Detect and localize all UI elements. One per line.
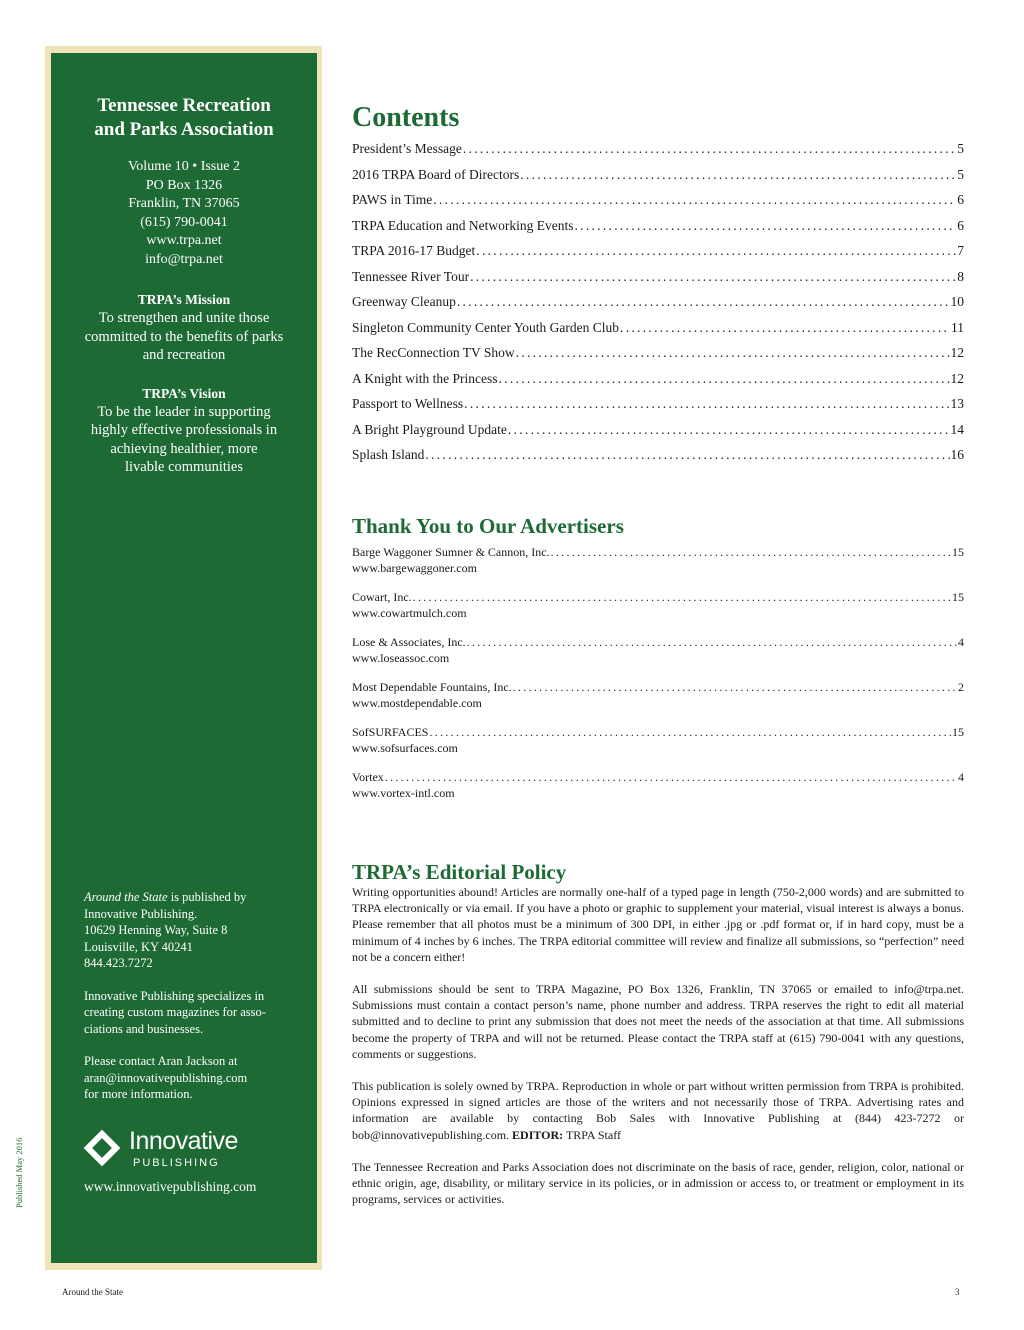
advertiser-name: Vortex	[352, 770, 384, 784]
footer-magazine-name: Around the State	[62, 1287, 123, 1297]
advertiser-entry	[352, 589, 964, 634]
toc-entry-title: TRPA 2016-17 Budget	[352, 243, 476, 258]
advertisers-heading: Thank You to Our Advertisers	[352, 514, 624, 538]
advertiser-row	[352, 679, 964, 695]
policy-paragraph: All submissions should be sent to TRPA Magazine, PO Box 1326, Franklin, TN 37065 or emailed to info@trpa.net. Submissions must contain a contact person’s name, phone number and address. TRPA reserves the right to edit all material submitted and to decline to print any submission that does not meet the needs of the association at that time. All submissions become the property of TRPA and will not be returned. Please contact the TRPA staff at (615) 790-0041 with any questions, comments or suggestions.	[352, 982, 964, 1061]
advertiser-row	[352, 544, 964, 560]
toc-entry[interactable]	[352, 371, 964, 397]
editorial-policy	[352, 884, 964, 1223]
toc-entry-page: 6	[957, 192, 964, 207]
toc-entry-title: A Bright Playground Update	[352, 421, 507, 437]
toc-entry[interactable]	[352, 167, 964, 193]
toc-entry-title: TRPA Education and Networking Events	[352, 217, 574, 233]
email-link[interactable]: info@trpa.net	[145, 251, 223, 267]
advertiser-name: Most Dependable Fountains, Inc.	[352, 680, 512, 694]
policy-heading: TRPA’s Editorial Policy	[352, 860, 567, 884]
advertiser-page: 15	[952, 725, 964, 739]
toc-entry-title: Singleton Community Center Youth Garden Club	[352, 319, 620, 335]
toc-entry[interactable]	[352, 218, 964, 244]
toc-entry-page: 11	[951, 319, 964, 335]
mission-heading: TRPA’s Mission	[137, 292, 231, 307]
toc-entry[interactable]	[352, 447, 964, 473]
dot-leader	[513, 679, 957, 695]
dot-leader	[516, 345, 950, 361]
dot-leader	[520, 167, 956, 183]
advertiser-row	[352, 634, 964, 650]
innovative-publishing-logo	[83, 1127, 243, 1171]
advertiser-row	[352, 589, 964, 605]
magazine-name: Around the State	[84, 890, 168, 904]
mission-text: To strengthen and unite those committed to the benefits of parks and recreation	[84, 310, 284, 363]
toc-entry-page: 5	[957, 141, 964, 156]
advertiser-page: 4	[958, 770, 964, 784]
publisher-website-link[interactable]: www.innovativepublishing.com	[84, 1179, 257, 1194]
toc-entry[interactable]	[352, 141, 964, 167]
dot-leader	[433, 192, 956, 208]
dot-leader	[429, 724, 951, 740]
contents-heading: Contents	[352, 102, 460, 133]
toc-entry-title: Splash Island	[352, 447, 425, 462]
published-date-note: Published May 2016	[14, 1137, 24, 1208]
phone: (615) 790-0041	[140, 214, 228, 230]
advertiser-page: 2	[958, 680, 964, 694]
toc-entry-title: A Knight with the Princess	[352, 370, 498, 386]
toc-entry-page: 13	[950, 396, 964, 411]
editor-label: EDITOR:	[512, 1127, 564, 1142]
advertiser-name: SofSURFACES	[352, 725, 429, 739]
dot-leader	[574, 218, 956, 234]
contact-email-link[interactable]: aran@innovativepublishing.com	[84, 1070, 248, 1085]
city-state: Franklin, TN 37065	[128, 196, 240, 211]
advertisers-list	[352, 544, 964, 814]
advertiser-name: Cowart, Inc.	[352, 590, 412, 604]
advertiser-url-link[interactable]: www.sofsurfaces.com	[352, 741, 458, 755]
advertiser-page: 4	[958, 635, 964, 649]
toc-entry[interactable]	[352, 294, 964, 320]
logo-subtext: PUBLISHING	[133, 1157, 220, 1169]
advertiser-page: 15	[952, 545, 964, 559]
toc-entry[interactable]	[352, 422, 964, 448]
advertiser-name: Lose & Associates, Inc.	[352, 635, 466, 649]
toc-entry-page: 16	[950, 447, 964, 462]
toc-entry-title: PAWS in Time	[352, 192, 433, 207]
toc-entry[interactable]	[352, 269, 964, 295]
contact-info	[51, 158, 317, 269]
dot-leader	[464, 396, 949, 412]
toc-entry-title: Tennessee River Tour	[352, 268, 470, 284]
dot-leader	[508, 422, 950, 438]
advertiser-row	[352, 769, 964, 785]
advertiser-entry	[352, 544, 964, 589]
toc-entry-title: Passport to Wellness	[352, 396, 464, 411]
advertiser-url-link[interactable]: www.cowartmulch.com	[352, 606, 467, 620]
publisher-contact: Please contact Aran Jackson at aran@innovativepublishing.com for more information.	[84, 1054, 248, 1101]
po-box: PO Box 1326	[145, 177, 223, 193]
logo-wordmark: Innovative	[129, 1127, 238, 1155]
advertiser-url-link[interactable]: www.mostdependable.com	[352, 696, 482, 710]
dot-leader	[425, 447, 949, 463]
diamond-logo-icon	[84, 1130, 121, 1167]
dot-leader	[467, 634, 957, 650]
dot-leader	[620, 320, 950, 336]
association-name: Tennessee Recreation and Parks Association	[94, 95, 274, 140]
toc-entry[interactable]	[352, 320, 964, 346]
toc-entry-page: 6	[957, 217, 964, 233]
advertiser-url-link[interactable]: www.vortex-intl.com	[352, 786, 455, 800]
dot-leader	[499, 371, 950, 387]
advertiser-entry	[352, 769, 964, 814]
contents-list	[352, 141, 964, 473]
toc-entry-page: 12	[950, 345, 964, 360]
dot-leader	[413, 589, 951, 605]
toc-entry-title: 2016 TRPA Board of Directors	[352, 166, 520, 182]
advertiser-row	[352, 724, 964, 740]
publisher-specializes: Innovative Publishing specializes in creating custom magazines for asso- ciations and businesses.	[84, 988, 266, 1036]
vision-heading: TRPA’s Vision	[142, 385, 226, 401]
editor-value: TRPA Staff	[563, 1127, 621, 1142]
dot-leader	[476, 243, 956, 259]
toc-entry-page: 12	[950, 370, 964, 386]
dot-leader	[385, 769, 957, 785]
sidebar	[51, 53, 317, 1263]
policy-paragraph: The Tennessee Recreation and Parks Association does not discriminate on the basis of race, gender, religion, color, national or ethnic origin, age, disability, or military service in its policies, or in admission or access to, or treatment or employment in its programs, services or activities.	[352, 1159, 964, 1207]
publisher-info: Around the State is published by Innovative Publishing. 10629 Henning Way, Suite 8 Louisville, KY 40241 844.423.7272 Innovative Publishing specializes in creating custom magazines for asso- ciations and businesses. Please contact Aran Jackson at aran@innovativepublishing.com for more information.	[84, 889, 304, 1119]
volume-issue: Volume 10 • Issue 2	[128, 159, 240, 174]
toc-entry-page: 10	[950, 294, 964, 309]
toc-entry[interactable]	[352, 345, 964, 371]
advertiser-url-link[interactable]: www.bargewaggoner.com	[352, 561, 477, 575]
dot-leader	[551, 544, 951, 560]
toc-entry-page: 5	[957, 166, 964, 182]
advertiser-entry	[352, 634, 964, 679]
advertiser-entry	[352, 679, 964, 724]
toc-entry-page: 7	[957, 243, 964, 258]
dot-leader	[457, 294, 950, 310]
advertiser-entry	[352, 724, 964, 769]
policy-paragraph: Writing opportunities abound! Articles are normally one-half of a typed page in length (750-2,000 words) and are submitted to TRPA electronically or via email. If you have a photo or graphic to supplement your material, visual interest is always a bonus. Please remember that all photos must be a minimum of 300 DPI, in either .jpg or .pdf format or, if in hard copy, must be a minimum of 4 inches by 6 inches. The TRPA editorial committee will review and finalize all submissions, so “perfection” need not be a concern either!	[352, 885, 964, 964]
toc-entry-title: Greenway Cleanup	[352, 294, 456, 309]
footer-page-number: 3	[955, 1287, 960, 1297]
vision-text: To be the leader in supporting highly effective professionals in achieving healthier, more livable communities	[90, 403, 278, 475]
toc-entry[interactable]	[352, 396, 964, 422]
toc-entry[interactable]	[352, 192, 964, 218]
toc-entry-title: President’s Message	[352, 141, 462, 156]
dot-leader	[463, 141, 956, 157]
website-link[interactable]: www.trpa.net	[146, 233, 222, 248]
dot-leader	[470, 269, 956, 285]
advertiser-page: 15	[952, 590, 964, 604]
toc-entry[interactable]	[352, 243, 964, 269]
advertiser-url-link[interactable]: www.loseassoc.com	[352, 651, 450, 665]
toc-entry-page: 8	[957, 268, 964, 284]
policy-paragraph: This publication is solely owned by TRPA. Reproduction in whole or part without written permission from TRPA is prohibited. Opinions expressed in signed articles are those of the writers and not necessarily those of TRPA. Advertising rates and information are available by contacting Bob Sales with Innovative Publishing at (844) 423-7272 or bob@innovativepublishing.com. EDITOR: TRPA Staff	[352, 1079, 964, 1142]
toc-entry-page: 14	[950, 421, 964, 437]
advertiser-name: Barge Waggoner Sumner & Cannon, Inc.	[352, 545, 550, 559]
toc-entry-title: The RecConnection TV Show	[352, 345, 515, 360]
